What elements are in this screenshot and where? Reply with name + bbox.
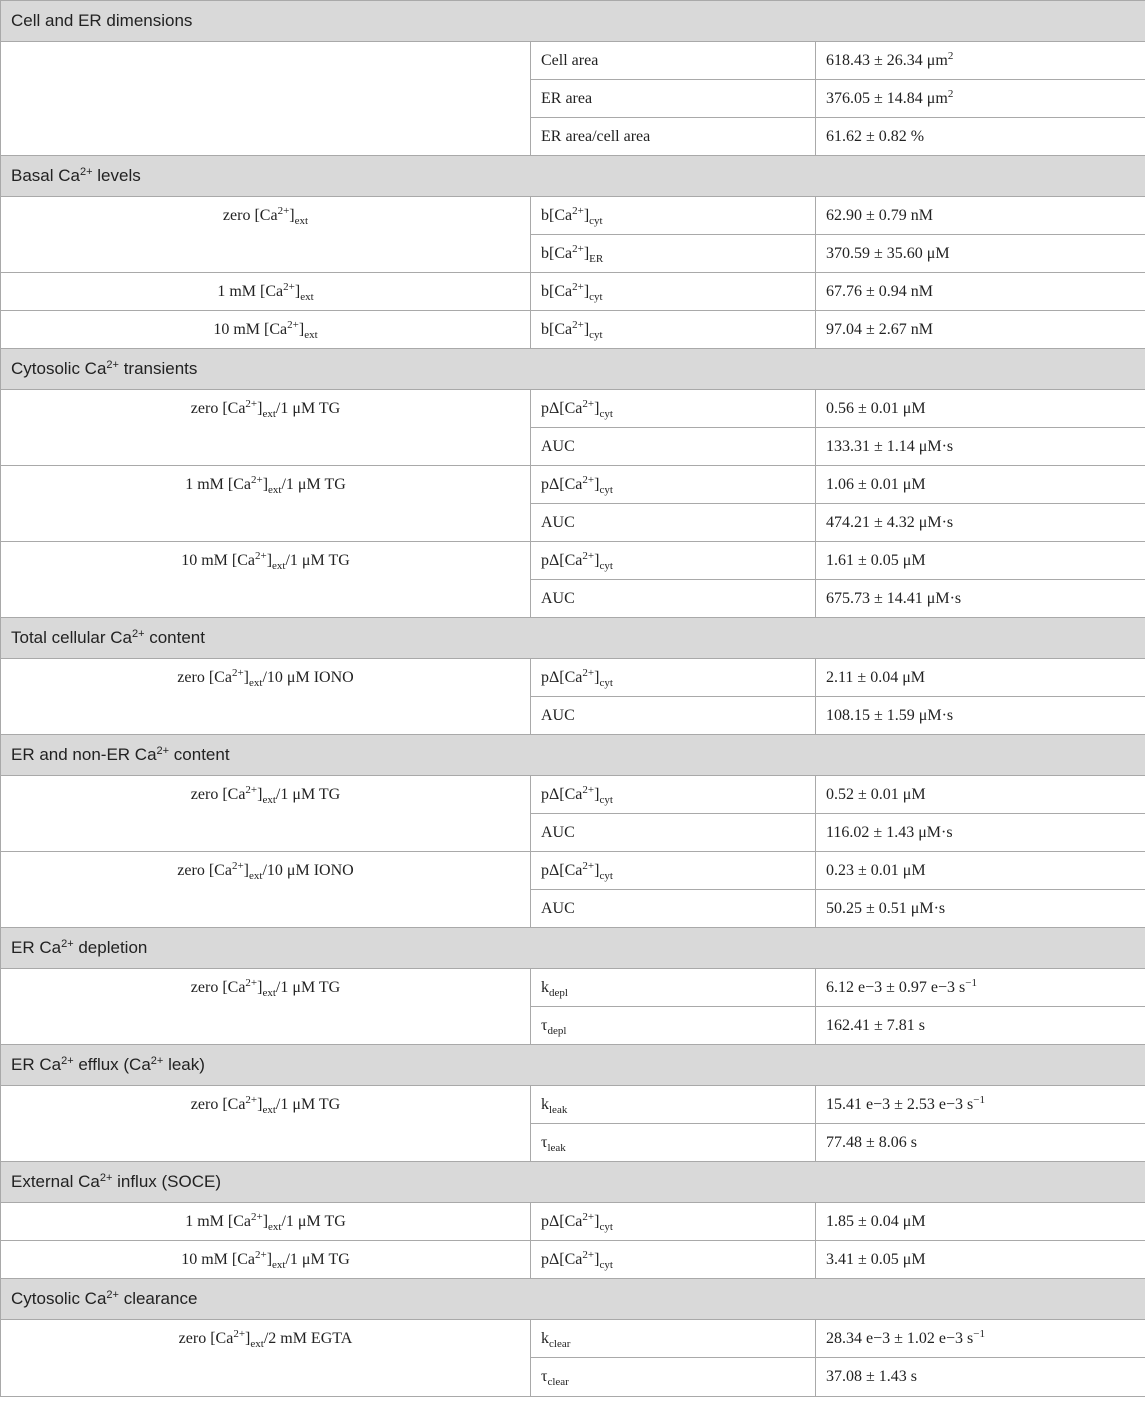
parameter-cell: $p\Delta[Ca^{2+}]_{cyt}$ [531, 1241, 816, 1279]
parameter-cell: AUC [531, 428, 816, 466]
table-row [1, 1203, 1145, 1241]
parameter-cell: $p\Delta[Ca^{2+}]_{cyt}$ [531, 659, 816, 697]
value-cell: 618.43 ± 26.34 $\mu m^2$ [816, 42, 1145, 80]
table-row [1, 42, 1145, 80]
value-cell: 2.11 ± 0.04 μM [816, 659, 1145, 697]
value-cell: 162.41 ± 7.81 s [816, 1007, 1145, 1045]
value-cell: 370.59 ± 35.60 μM [816, 235, 1145, 273]
table-row [1, 390, 1145, 428]
parameter-cell: $p\Delta[Ca^{2+}]_{cyt}$ [531, 1203, 816, 1241]
value-cell: 0.52 ± 0.01 μM [816, 776, 1145, 814]
value-cell: 97.04 ± 2.67 nM [816, 311, 1145, 349]
condition-cell: zero $[Ca^{2+}]_{ext}/1$ μM TG [1, 776, 531, 852]
parameter-cell: AUC [531, 697, 816, 735]
value-cell: 61.62 ± 0.82 % [816, 118, 1145, 156]
parameter-cell: $k_{leak}$ [531, 1086, 816, 1124]
parameter-cell: $p\Delta[Ca^{2+}]_{cyt}$ [531, 852, 816, 890]
parameter-cell: Cell area [531, 42, 816, 80]
value-cell: 15.41 e−3 ± 2.53 e−3 $s^{-1}$ [816, 1086, 1145, 1124]
section-title: ER $Ca^{2+}$ efflux ($Ca^{2+}$ leak) [1, 1045, 1145, 1086]
section-title: Cell and ER dimensions [1, 1, 1145, 42]
table-row [1, 659, 1145, 697]
table-row [1, 311, 1145, 349]
table-row [1, 1086, 1145, 1124]
condition-cell: zero $[Ca^{2+}]_{ext}/10$ μM IONO [1, 852, 531, 928]
value-cell: 50.25 ± 0.51 μM·s [816, 890, 1145, 928]
value-cell: 108.15 ± 1.59 μM·s [816, 697, 1145, 735]
value-cell: 6.12 e−3 ± 0.97 e−3 $s^{-1}$ [816, 969, 1145, 1007]
parameter-cell: $b[Ca^{2+}]_{cyt}$ [531, 311, 816, 349]
condition-cell: zero $[Ca^{2+}]_{ext}/2$ mM EGTA [1, 1320, 531, 1397]
parameter-cell: $\tau_{leak}$ [531, 1124, 816, 1162]
value-cell: 37.08 ± 1.43 s [816, 1358, 1145, 1397]
section-title: Basal $Ca^{2+}$ levels [1, 156, 1145, 197]
parameter-cell: $b[Ca^{2+}]_{cyt}$ [531, 273, 816, 311]
value-cell: 116.02 ± 1.43 μM·s [816, 814, 1145, 852]
parameter-cell: $\tau_{clear}$ [531, 1358, 816, 1397]
section-title: ER and non-ER $Ca^{2+}$ content [1, 735, 1145, 776]
value-cell: 1.61 ± 0.05 μM [816, 542, 1145, 580]
value-cell: 0.56 ± 0.01 μM [816, 390, 1145, 428]
value-cell: 67.76 ± 0.94 nM [816, 273, 1145, 311]
table-row [1, 969, 1145, 1007]
parameter-cell: $p\Delta[Ca^{2+}]_{cyt}$ [531, 542, 816, 580]
value-cell: 1.85 ± 0.04 μM [816, 1203, 1145, 1241]
value-cell: 133.31 ± 1.14 μM·s [816, 428, 1145, 466]
section-header-row [1, 1, 1145, 42]
table-row [1, 1320, 1145, 1358]
section-header-row [1, 735, 1145, 776]
condition-cell: 1 mM $[Ca^{2+}]_{ext}/1$ μM TG [1, 466, 531, 542]
section-header-row [1, 618, 1145, 659]
section-title: Total cellular $Ca^{2+}$ content [1, 618, 1145, 659]
value-cell: 77.48 ± 8.06 s [816, 1124, 1145, 1162]
condition-cell: 10 mM $[Ca^{2+}]_{ext}/1$ μM TG [1, 542, 531, 618]
parameter-cell: $b[Ca^{2+}]_{ER}$ [531, 235, 816, 273]
condition-cell: 10 mM $[Ca^{2+}]_{ext}$ [1, 311, 531, 349]
parameter-cell: $p\Delta[Ca^{2+}]_{cyt}$ [531, 390, 816, 428]
table-row [1, 852, 1145, 890]
parameter-cell: AUC [531, 580, 816, 618]
section-header-row [1, 1279, 1145, 1320]
section-title: Cytosolic $Ca^{2+}$ transients [1, 349, 1145, 390]
condition-cell [1, 42, 531, 156]
parameter-cell: ER area/cell area [531, 118, 816, 156]
section-header-row [1, 156, 1145, 197]
parameter-cell: AUC [531, 890, 816, 928]
condition-cell: zero $[Ca^{2+}]_{ext}/1$ μM TG [1, 390, 531, 466]
condition-cell: zero $[Ca^{2+}]_{ext}/1$ μM TG [1, 969, 531, 1045]
section-title: Cytosolic $Ca^{2+}$ clearance [1, 1279, 1145, 1320]
parameter-cell: $p\Delta[Ca^{2+}]_{cyt}$ [531, 776, 816, 814]
condition-cell: 1 mM $[Ca^{2+}]_{ext}$ [1, 273, 531, 311]
value-cell: 474.21 ± 4.32 μM·s [816, 504, 1145, 542]
section-header-row [1, 928, 1145, 969]
parameter-cell: $k_{depl}$ [531, 969, 816, 1007]
section-title: External $Ca^{2+}$ influx (SOCE) [1, 1162, 1145, 1203]
parameter-cell: AUC [531, 814, 816, 852]
parameter-cell: AUC [531, 504, 816, 542]
parameter-cell: $k_{clear}$ [531, 1320, 816, 1358]
value-cell: 62.90 ± 0.79 nM [816, 197, 1145, 235]
condition-cell: zero $[Ca^{2+}]_{ext}/10$ μM IONO [1, 659, 531, 735]
condition-cell: 1 mM $[Ca^{2+}]_{ext}/1$ μM TG [1, 1203, 531, 1241]
parameter-cell: $b[Ca^{2+}]_{cyt}$ [531, 197, 816, 235]
section-header-row [1, 1045, 1145, 1086]
value-cell: 376.05 ± 14.84 $\mu m^2$ [816, 80, 1145, 118]
table-row [1, 466, 1145, 504]
value-cell: 675.73 ± 14.41 μM·s [816, 580, 1145, 618]
condition-cell: zero $[Ca^{2+}]_{ext}$ [1, 197, 531, 273]
value-cell: 0.23 ± 0.01 μM [816, 852, 1145, 890]
parameter-cell: $p\Delta[Ca^{2+}]_{cyt}$ [531, 466, 816, 504]
table-row [1, 1241, 1145, 1279]
table-row [1, 197, 1145, 235]
section-title: ER $Ca^{2+}$ depletion [1, 928, 1145, 969]
section-header-row [1, 1162, 1145, 1203]
value-cell: 3.41 ± 0.05 μM [816, 1241, 1145, 1279]
condition-cell: zero $[Ca^{2+}]_{ext}/1$ μM TG [1, 1086, 531, 1162]
table-row [1, 776, 1145, 814]
table-row [1, 273, 1145, 311]
condition-cell: 10 mM $[Ca^{2+}]_{ext}/1$ μM TG [1, 1241, 531, 1279]
value-cell: 1.06 ± 0.01 μM [816, 466, 1145, 504]
table-row [1, 542, 1145, 580]
parameter-cell: ER area [531, 80, 816, 118]
value-cell: 28.34 e−3 ± 1.02 e−3 $s^{-1}$ [816, 1320, 1145, 1358]
parameter-cell: $\tau_{depl}$ [531, 1007, 816, 1045]
section-header-row [1, 349, 1145, 390]
